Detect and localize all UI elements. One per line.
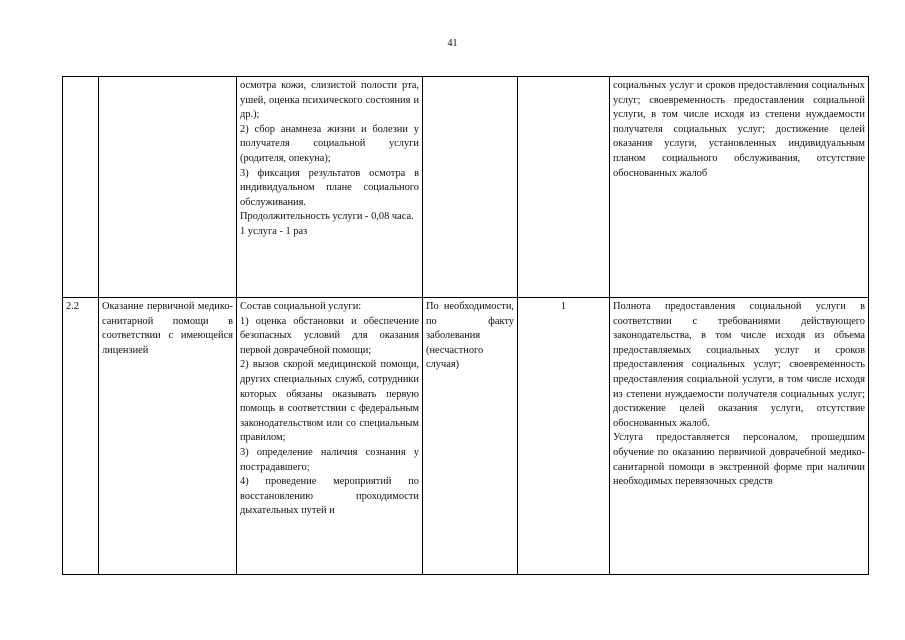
cell-number <box>63 77 99 298</box>
cell-volume <box>518 77 610 298</box>
content-paragraph: 2) сбор анамнеза жизни и болезни у получателя социальной услуги (родителя, опекуна); <box>240 123 419 164</box>
quality-paragraph: Полнота предоставления социальной услуги в соответствии с требованиями действующего законодательства, в том числе исходя из объема предоставляемых социальных услуг и сроков предоставления социальных услуг; своевременность предоставления социальной услуги, в том числе исходя из степени нуждаемости получателя социальных услуг; достижение целей оказания услуги, отсутствие обоснованных жалоб. <box>613 301 865 429</box>
cell-condition: По необходимости, по факту заболевания (несчастного случая) <box>423 298 518 575</box>
quality-paragraph: социальных услуг и сроков предоставления социальных услуг; своевременность предоставления социальной услуги, в том числе исходя из степени нуждаемости получателя социальных услуг; достижение целей оказания услуги, установленных индивидуальным планом социального обслуживания, отсутствие обоснованных жалоб <box>613 80 865 179</box>
cell-volume: 1 <box>518 298 610 575</box>
content-paragraph: 1) оценка обстановки и обеспечение безопасных условий для оказания первой доврачебной помощи; <box>240 315 419 356</box>
table-row <box>63 298 869 575</box>
cell-quality <box>610 77 869 298</box>
content-paragraph: 3) определение наличия сознания у пострадавшего; <box>240 446 419 473</box>
content-paragraph: 4) проведение мероприятий по восстановлению проходимости дыхательных путей и <box>240 476 419 517</box>
content-paragraph: 2) вызов скорой медицинской помощи, других специальных служб, сотрудники которых обязаны оказывать первую помощь в соответствии с федеральным законодательством или со специальным правилом; <box>240 359 419 444</box>
cell-quality <box>610 298 869 575</box>
cell-condition <box>423 77 518 298</box>
content-paragraph: 1 услуга - 1 раз <box>240 225 308 237</box>
content-paragraph: 3) фиксация результатов осмотра в индивидуальном плане социального обслуживания. <box>240 167 419 208</box>
cell-number: 2.2 <box>63 298 99 575</box>
cell-service-content <box>237 77 423 298</box>
content-paragraph: Состав социальной услуги: <box>240 301 362 312</box>
content-paragraph: Продолжительность услуги - 0,08 часа. <box>240 211 414 223</box>
table-row <box>63 77 869 298</box>
quality-paragraph: Услуга предоставляется персоналом, прошедшим обучение по оказанию первичной доврачебной медико-санитарной помощи в экстренной форме при наличии необходимых перевязочных средств <box>613 432 865 488</box>
cell-service-content <box>237 298 423 575</box>
services-table <box>62 76 869 575</box>
content-paragraph: осмотра кожи, слизистой полости рта, ушей, оценка психического состояния и др.); <box>240 80 419 121</box>
cell-service-name <box>99 77 237 298</box>
cell-service-name: Оказание первичной медико-санитарной помощи в соответствии с имеющейся лицензией <box>99 298 237 575</box>
page-number: 41 <box>447 38 458 49</box>
